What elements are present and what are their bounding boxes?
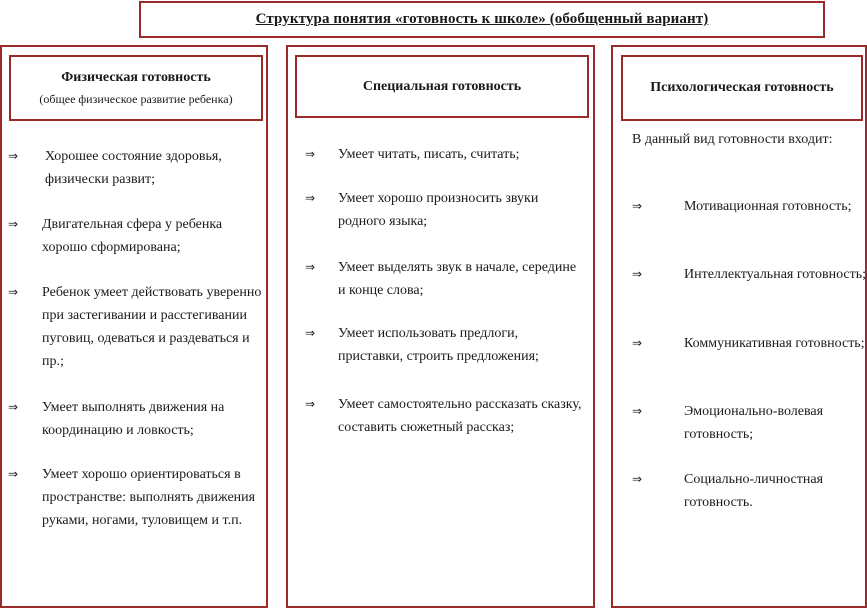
- psychological-readiness-header: [621, 55, 863, 121]
- list-item: ⇒ Умеет выделять звук в начале, середине и конце слова;: [305, 256, 597, 302]
- psychological-readiness-title: Психологическая готовность: [650, 80, 834, 95]
- list-item: ⇒ Умеет использовать предлоги, приставки, строить предложения;: [305, 322, 597, 368]
- list-item: ⇒ Эмоционально-волевая готовность;: [632, 400, 867, 446]
- special-readiness-header: [295, 55, 589, 118]
- arrow-right-icon: ⇒: [8, 467, 19, 481]
- arrow-right-icon: ⇒: [305, 147, 316, 161]
- arrow-right-icon: ⇒: [305, 260, 316, 274]
- column-physical-readiness: [0, 45, 268, 608]
- list-item: ⇒ Умеет читать, писать, считать;: [305, 143, 597, 166]
- arrow-right-icon: ⇒: [8, 400, 19, 414]
- list-item: ⇒ Умеет самостоятельно рассказать сказку, составить сюжетный рассказ;: [305, 393, 597, 439]
- list-item: ⇒ Социально-личностная готовность.: [632, 468, 867, 514]
- arrow-right-icon: ⇒: [632, 472, 643, 486]
- arrow-right-icon: ⇒: [632, 267, 643, 281]
- physical-readiness-subtitle: (общее физическое развитие ребенка): [39, 91, 233, 106]
- list-item: ⇒ Умеет хорошо ориентироваться в пространстве: выполнять движения руками, ногами, туловищем и т.п.: [8, 463, 268, 532]
- list-item: ⇒ Ребенок умеет действовать уверенно при застегивании и расстегивании пуговиц, одеваться и раздеваться и пр.;: [8, 281, 268, 373]
- arrow-right-icon: ⇒: [305, 397, 316, 411]
- arrow-right-icon: ⇒: [305, 326, 316, 340]
- list-item: ⇒ Интеллектуальная готовность;: [632, 263, 867, 286]
- column-special-readiness: [286, 45, 595, 608]
- arrow-right-icon: ⇒: [8, 149, 19, 163]
- psychological-readiness-intro: В данный вид готовности входит:: [632, 132, 833, 147]
- list-item: ⇒ Коммуникативная готовность;: [632, 332, 867, 355]
- arrow-right-icon: ⇒: [305, 191, 316, 205]
- arrow-right-icon: ⇒: [8, 285, 19, 299]
- physical-readiness-title: Физическая готовность: [61, 69, 211, 85]
- column-psychological-readiness: [611, 45, 867, 608]
- list-item: ⇒ Хорошее состояние здоровья, физически развит;: [8, 145, 268, 191]
- arrow-right-icon: ⇒: [8, 217, 19, 231]
- list-item: ⇒ Умеет выполнять движения на координацию и ловкость;: [8, 396, 268, 442]
- list-item: ⇒ Двигательная сфера у ребенка хорошо сформирована;: [8, 213, 268, 259]
- arrow-right-icon: ⇒: [632, 336, 643, 350]
- diagram-title: Структура понятия «готовность к школе» (обобщенный вариант): [255, 11, 709, 27]
- arrow-right-icon: ⇒: [632, 199, 643, 213]
- physical-readiness-header: [9, 55, 263, 121]
- list-item: ⇒ Умеет хорошо произносить звуки родного языка;: [305, 187, 597, 233]
- diagram-title-box: [139, 1, 825, 38]
- list-item: ⇒ Мотивационная готовность;: [632, 195, 867, 218]
- special-readiness-title: Специальная готовность: [362, 78, 522, 94]
- arrow-right-icon: ⇒: [632, 404, 643, 418]
